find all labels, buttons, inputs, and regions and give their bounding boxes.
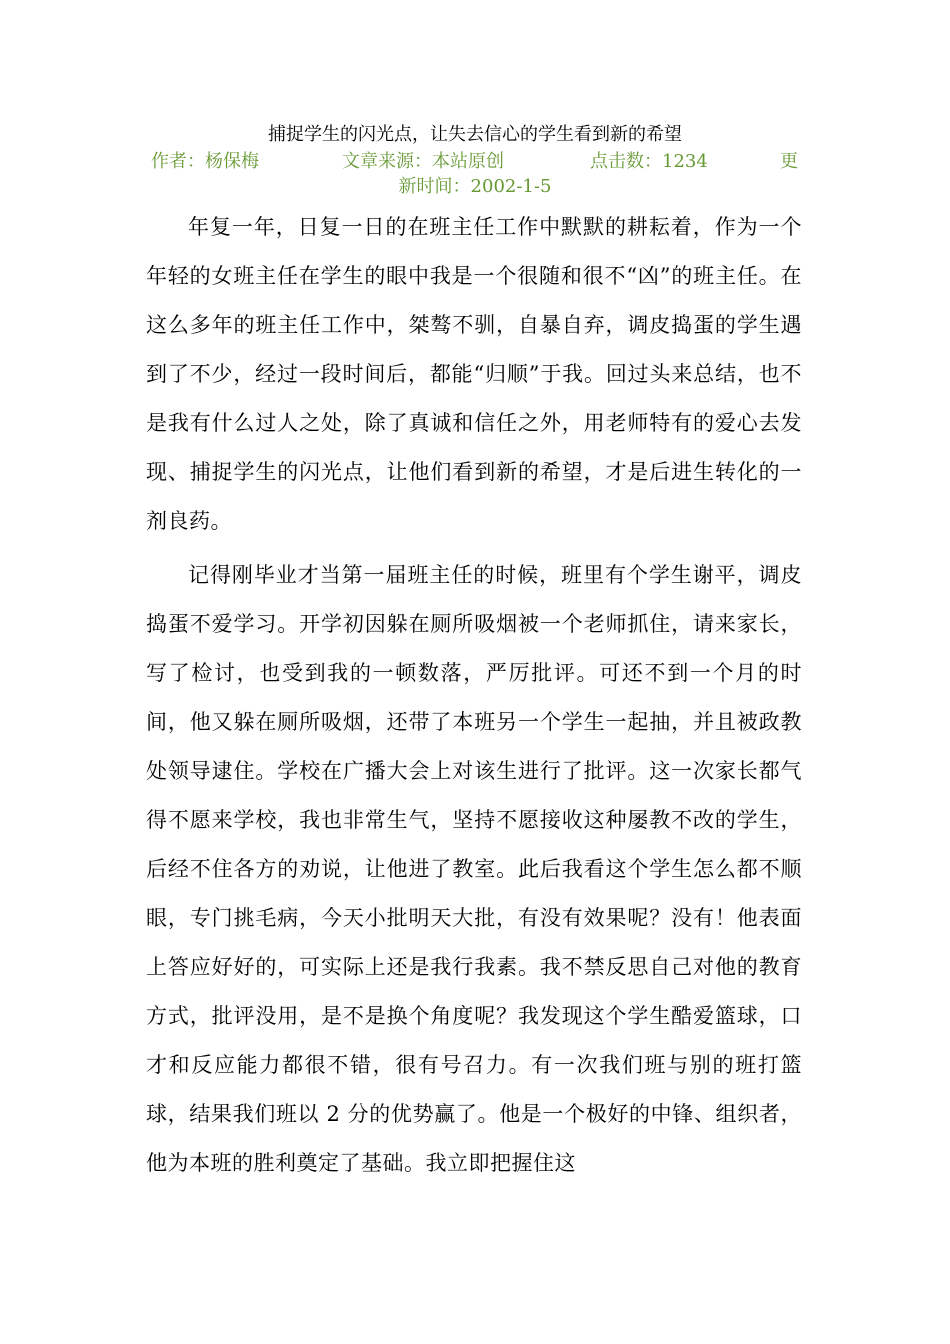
body-paragraph-2: 记得刚毕业才当第一届班主任的时候，班里有个学生谢平，调皮捣蛋不爱学习。开学初因躲在厕所吸烟被一个老师抓住，请来家长，写了检讨，也受到我的一顿数落，严厉批评。可还不到一个月的时间，他又躲在厕所吸烟，还带了本班另一个学生一起抽，并且被政教处领导逮住。学校在广播大会上对该生进行了批评。这一次家长都气得不愿来学校，我也非常生气，坚持不愿接收这种屡教不改的学生，后经不住各方的劝说，让他进了教室。此后我看这个学生怎么都不顺眼，专门挑毛病，今天小批明天大批，有没有效果呢？没有！他表面上答应好好的，可实际上还是我行我素。我不禁反思自己对他的教育方式，批评没用，是不是换个角度呢？我发现这个学生酷爱篮球，口才和反应能力都很不错，很有号召力。有一次我们班与别的班打篮球，结果我们班以 2 分的优势赢了。他是一个极好的中锋、组织者，他为本班的胜利奠定了基础。我立即把握住这 bbox=[146, 563, 802, 1175]
body-paragraph-1: 年复一年，日复一日的在班主任工作中默默的耕耘着，作为一个年轻的女班主任在学生的眼中我是一个很随和很不“凶”的班主任。在这么多年的班主任工作中，桀骜不驯，自暴自弃，调皮捣蛋的学生遇到了不少，经过一段时间后，都能“归顺”于我。回过头来总结，也不是我有什么过人之处，除了真诚和信任之外，用老师特有的爱心去发现、捕捉学生的闪光点，让他们看到新的希望，才是后进生转化的一剂良药。 bbox=[146, 215, 802, 533]
author-label: 作者：杨保梅 bbox=[151, 151, 259, 172]
update-time-label: 新时间：2002-1-5 bbox=[398, 176, 552, 197]
source-label: 文章来源：本站原创 bbox=[342, 151, 504, 172]
click-count-label: 点击数：1234 bbox=[590, 151, 708, 172]
article-title: 捕捉学生的闪光点，让失去信心的学生看到新的希望 bbox=[268, 124, 682, 145]
update-time-prefix: 更 bbox=[780, 151, 798, 172]
